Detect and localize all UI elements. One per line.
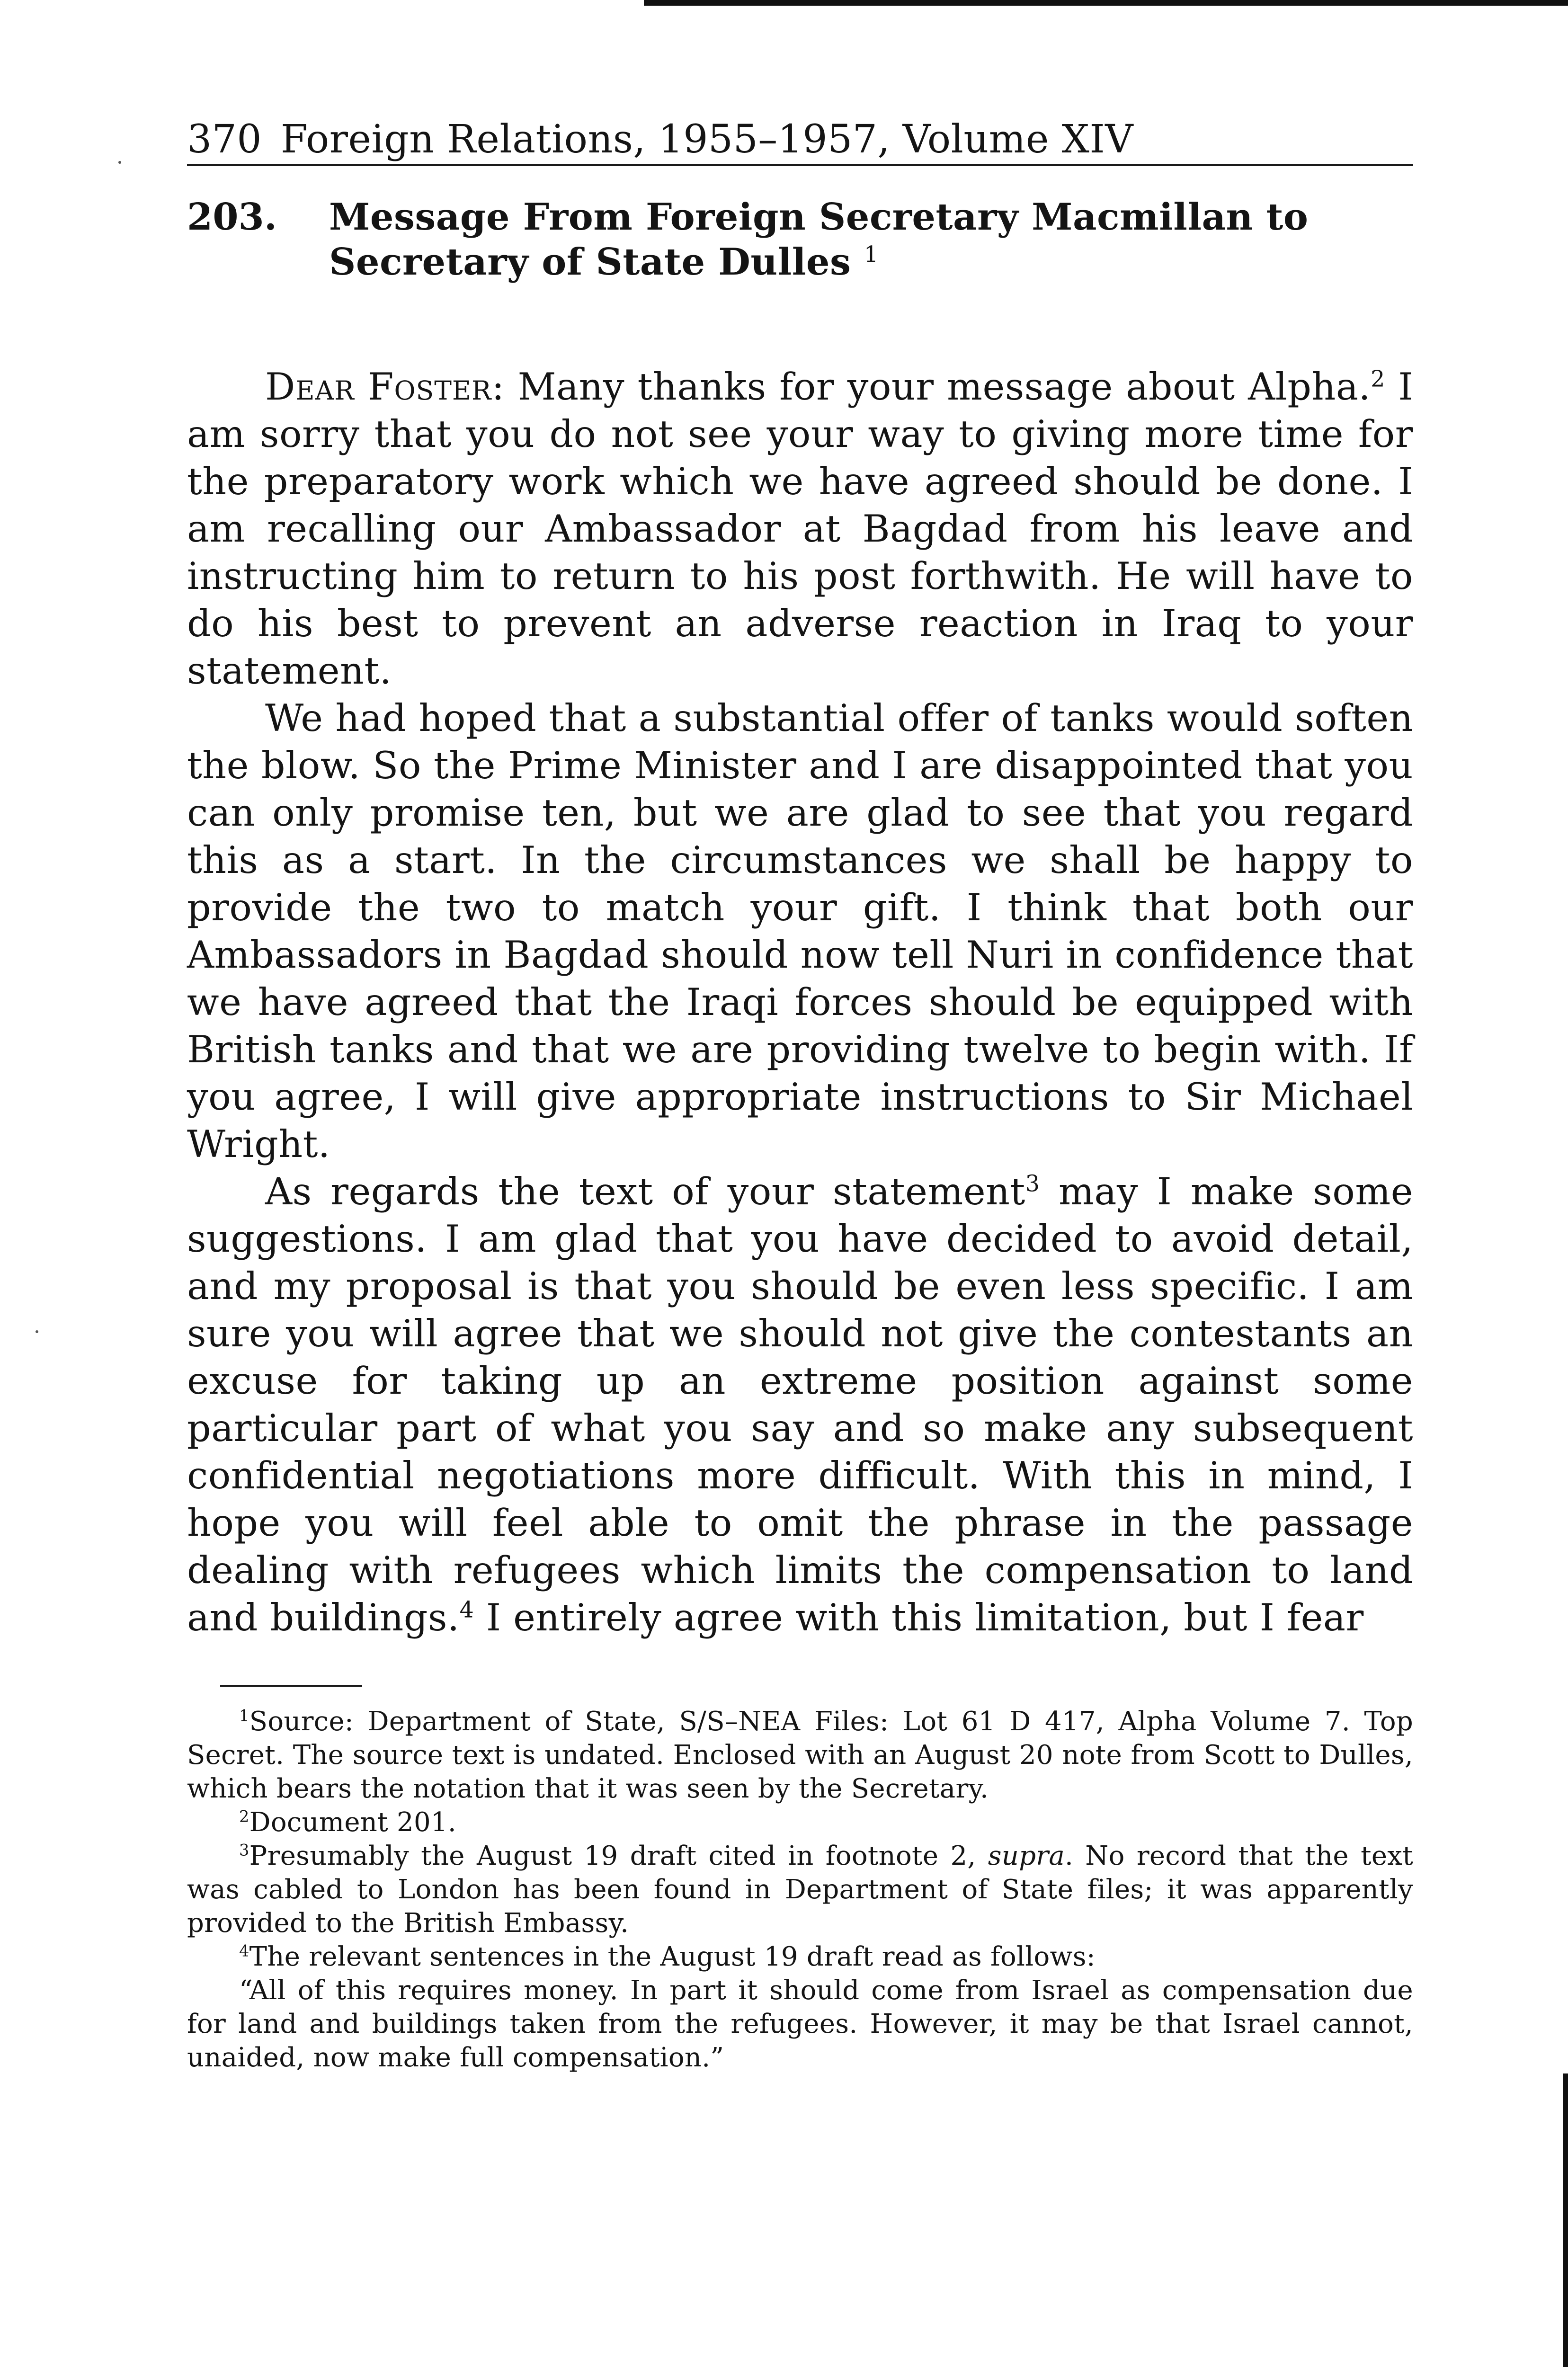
footnote-italic: supra <box>988 1840 1065 1871</box>
footnote-number: 1 <box>239 1706 249 1725</box>
volume-title: Foreign Relations, 1955–1957, Volume XIV <box>281 117 1133 162</box>
running-head <box>187 118 1413 166</box>
paragraph-2: We had hoped that a substantial offer of tanks would soften the blow. So the Prime Minister and I are disappointed that you can only promise ten, but we are glad to see that you regard this as a start. In the circumstances we shall be happy to provide the two to match your gift. I think that both our Ambassadors in Bagdad should now tell Nuri in confidence that we have agreed that the Iraqi forces should be equipped with British tanks and that we are providing twelve to begin with. If you agree, I will give appropriate instructions to Sir Michael Wright. <box>187 696 1413 1166</box>
paragraph-text: As regards the text of your statement <box>265 1169 1025 1213</box>
salutation: Dear Foster: <box>265 365 505 409</box>
scan-edge-top <box>644 0 1568 6</box>
footnote-3 <box>187 1839 1413 1940</box>
footnote-ref: 1 <box>864 242 879 268</box>
scan-speck <box>36 1330 38 1333</box>
document-heading <box>187 195 1413 285</box>
footnotes <box>187 1705 1413 2074</box>
footnote-4-quote: “All of this requires money. In part it should come from Israel as compensation due for land and buildings taken from the refugees. However, it may be that Israel cannot, unaided, now make full compensation.” <box>187 1975 1413 2073</box>
book-page <box>187 118 1413 2074</box>
letter-body <box>187 363 1413 1641</box>
footnote-4 <box>187 1940 1413 1974</box>
paragraph-text: Many thanks for your message about Alpha. <box>505 365 1371 409</box>
footnote-number: 4 <box>239 1941 249 1960</box>
scan-edge-right <box>1563 2073 1568 2367</box>
footnote-ref: 3 <box>1025 1171 1040 1197</box>
paragraph-3 <box>187 1168 1413 1641</box>
footnote-text: The relevant sentences in the August 19 draft read as follows: <box>249 1941 1096 1972</box>
footnote-text: . No record that the text was cabled to London has been found in Department of State files; it was apparently provided to the British Embassy. <box>187 1840 1413 1939</box>
footnote-number: 3 <box>239 1840 249 1859</box>
footnote-text: Source: Department of State, S/S–NEA Files: Lot 61 D 417, Alpha Volume 7. Top Secret. The source text is undated. Enclosed with an August 20 note from Scott to Dulles, which bears the notation that it was seen by the Secretary. <box>187 1706 1413 1804</box>
footnote-rule <box>220 1685 362 1687</box>
paragraph-text: may I make some suggestions. I am glad that you have decided to avoid detail, and my proposal is that you should be even less specific. I am sure you will agree that we should not give the contestants an excuse for taking up an extreme position against some particular part of what you say and so make any subsequent confidential negotiations more difficult. With this in mind, I hope you will feel able to omit the phrase in the passage dealing with refugees which limits the compensation to land and buildings. <box>187 1169 1413 1639</box>
footnote-text: Document 201. <box>249 1806 456 1838</box>
paragraph-text: I entirely agree with this limitation, but I fear <box>474 1595 1364 1639</box>
document-title <box>329 195 1413 285</box>
document-number: 203. <box>187 196 277 239</box>
page-number: 370 <box>187 117 262 162</box>
footnote-number: 2 <box>239 1806 249 1825</box>
footnote-1 <box>187 1705 1413 1806</box>
document-title-text: Message From Foreign Secretary Macmillan to Secretary of State Dulles <box>329 196 1309 284</box>
paragraph-1 <box>187 363 1413 694</box>
footnote-text: Presumably the August 19 draft cited in footnote 2, <box>249 1840 988 1871</box>
scan-speck <box>118 161 121 164</box>
footnote-ref: 2 <box>1371 366 1385 392</box>
paragraph-text: I am sorry that you do not see your way to giving more time for the preparatory work which we have agreed should be done. I am recalling our Ambassador at Bagdad from his leave and instructing him to return to his post forthwith. He will have to do his best to prevent an adverse reaction in Iraq to your statement. <box>187 365 1413 693</box>
footnote-ref: 4 <box>459 1597 474 1623</box>
footnote-2 <box>187 1806 1413 1839</box>
